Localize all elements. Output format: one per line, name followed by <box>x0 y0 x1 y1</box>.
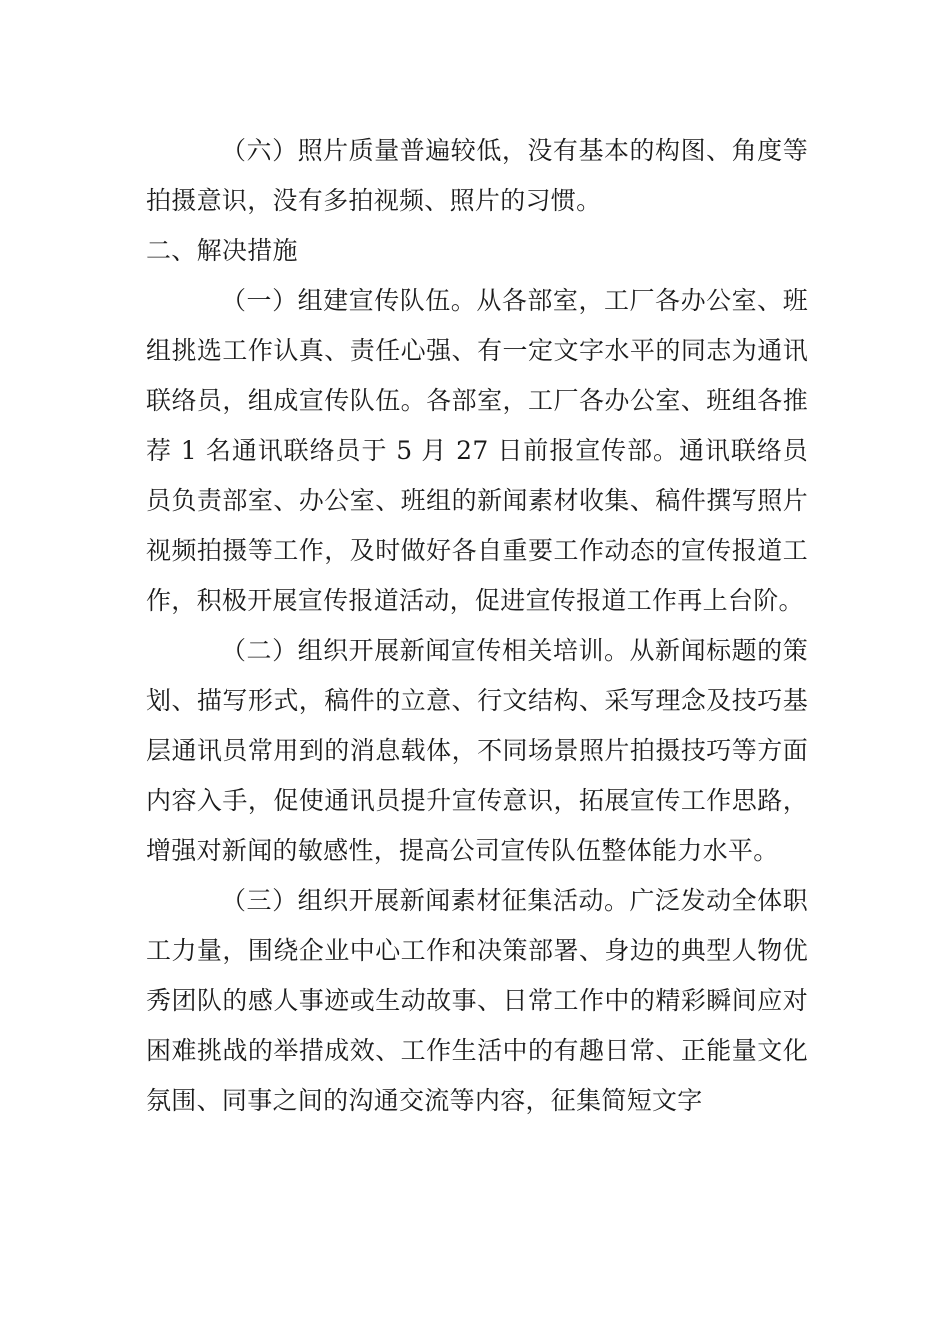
section-heading-solutions: 二、解决措施 <box>146 236 298 265</box>
paragraph-two-training: （二）组织开展新闻宣传相关培训。从新闻标题的策划、描写形式，稿件的立意、行文结构、采写理念及技巧基层通讯员常用到的消息载体，不同场景照片拍摄技巧等方面内容入手，促使通讯员提升宣传意识，拓展宣传工作思路，增强对新闻的敏感性，提高公司宣传队伍整体能力水平。 <box>146 636 808 865</box>
paragraph-three-material-collection: （三）组织开展新闻素材征集活动。广泛发动全体职工力量，围绕企业中心工作和决策部署、身边的典型人物优秀团队的感人事迹或生动故事、日常工作中的精彩瞬间应对困难挑战的举措成效、工作生活中的有趣日常、正能量文化氛围、同事之间的沟通交流等内容，征集简短文字 <box>146 886 808 1115</box>
document-body <box>146 126 808 1126</box>
paragraph-one-team-building: （一）组建宣传队伍。从各部室，工厂各办公室、班组挑选工作认真、责任心强、有一定文字水平的同志为通讯联络员，组成宣传队伍。各部室，工厂各办公室、班组各推荐 1 名通讯联络员于 5 月 27 日前报宣传部。通讯联络员员负责部室、办公室、班组的新闻素材收集、稿件撰写照片视频拍摄等工作，及时做好各自重要工作动态的宣传报道工作，积极开展宣传报道活动，促进宣传报道工作再上台阶。 <box>146 286 808 615</box>
paragraph-six-photo-quality: （六）照片质量普遍较低，没有基本的构图、角度等拍摄意识，没有多拍视频、照片的习惯。 <box>146 136 808 215</box>
